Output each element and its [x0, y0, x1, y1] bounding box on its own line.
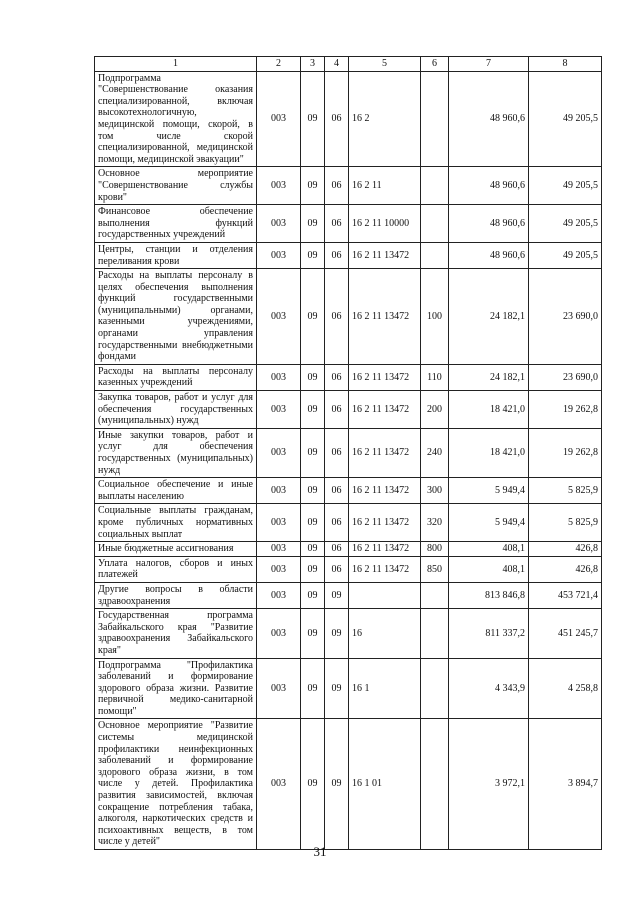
table-row [95, 205, 602, 243]
section-cell: 09 [301, 364, 325, 390]
expense-type-cell [421, 205, 449, 243]
admin-code-cell: 003 [257, 269, 301, 365]
admin-code-cell: 003 [257, 478, 301, 504]
section-cell: 09 [301, 658, 325, 719]
table-row [95, 167, 602, 205]
row-name-cell: Расходы на выплаты персоналу в целях обеспечения выполнения функций государственными (муниципальными) органами, казенными учреждениями, органами управления государственными внебюджетными фондами [95, 269, 257, 365]
amount-year1-cell: 3 972,1 [449, 719, 529, 850]
amount-year2-cell: 451 245,7 [529, 609, 602, 658]
target-article-cell [349, 582, 421, 608]
table-row [95, 269, 602, 365]
amount-year1-cell: 48 960,6 [449, 242, 529, 268]
header-cell: 4 [325, 57, 349, 72]
admin-code-cell: 003 [257, 556, 301, 582]
admin-code-cell: 003 [257, 582, 301, 608]
table-row [95, 556, 602, 582]
subsection-cell: 06 [325, 71, 349, 167]
section-cell: 09 [301, 242, 325, 268]
section-cell: 09 [301, 582, 325, 608]
subsection-cell: 06 [325, 364, 349, 390]
amount-year1-cell: 24 182,1 [449, 269, 529, 365]
target-article-cell: 16 2 11 [349, 167, 421, 205]
admin-code-cell: 003 [257, 504, 301, 542]
section-cell: 09 [301, 428, 325, 477]
amount-year2-cell: 5 825,9 [529, 504, 602, 542]
row-name-cell: Подпрограмма "Совершенствование оказания специализированной, включая высокотехнологичную, медицинской помощи, скорой, в том числе скорой специализированной, медицинской помощи, медицинской эвакуации" [95, 71, 257, 167]
target-article-cell: 16 2 11 13472 [349, 391, 421, 429]
section-cell: 09 [301, 269, 325, 365]
table-row [95, 428, 602, 477]
header-cell: 6 [421, 57, 449, 72]
admin-code-cell: 003 [257, 242, 301, 268]
header-row [95, 57, 602, 72]
section-cell: 09 [301, 71, 325, 167]
subsection-cell: 06 [325, 428, 349, 477]
section-cell: 09 [301, 542, 325, 557]
amount-year1-cell: 18 421,0 [449, 391, 529, 429]
table-row [95, 504, 602, 542]
admin-code-cell: 003 [257, 167, 301, 205]
table-row [95, 478, 602, 504]
expense-type-cell [421, 71, 449, 167]
budget-table [94, 56, 602, 850]
section-cell: 09 [301, 391, 325, 429]
amount-year2-cell: 23 690,0 [529, 269, 602, 365]
expense-type-cell: 800 [421, 542, 449, 557]
target-article-cell: 16 1 01 [349, 719, 421, 850]
target-article-cell: 16 1 [349, 658, 421, 719]
section-cell: 09 [301, 205, 325, 243]
amount-year2-cell: 49 205,5 [529, 242, 602, 268]
row-name-cell: Социальное обеспечение и иные выплаты населению [95, 478, 257, 504]
target-article-cell: 16 2 11 13472 [349, 269, 421, 365]
header-cell: 2 [257, 57, 301, 72]
amount-year1-cell: 408,1 [449, 556, 529, 582]
target-article-cell: 16 2 11 13472 [349, 428, 421, 477]
expense-type-cell: 200 [421, 391, 449, 429]
section-cell: 09 [301, 167, 325, 205]
amount-year2-cell: 49 205,5 [529, 71, 602, 167]
expense-type-cell [421, 242, 449, 268]
header-cell: 5 [349, 57, 421, 72]
admin-code-cell: 003 [257, 71, 301, 167]
expense-type-cell [421, 658, 449, 719]
admin-code-cell: 003 [257, 719, 301, 850]
amount-year1-cell: 24 182,1 [449, 364, 529, 390]
header-cell: 3 [301, 57, 325, 72]
section-cell: 09 [301, 504, 325, 542]
header-cell: 7 [449, 57, 529, 72]
row-name-cell: Иные бюджетные ассигнования [95, 542, 257, 557]
amount-year2-cell: 453 721,4 [529, 582, 602, 608]
subsection-cell: 09 [325, 719, 349, 850]
row-name-cell: Основное мероприятие "Развитие системы медицинской профилактики неинфекционных заболеваний и формирование здорового образа жизни, в том числе у детей. Профилактика развития зависимостей, включая сокращение потребления табака, алкоголя, наркотических средств и психоактивных веществ, в том числе у детей" [95, 719, 257, 850]
target-article-cell: 16 2 11 13472 [349, 364, 421, 390]
table-row [95, 391, 602, 429]
target-article-cell: 16 2 11 13472 [349, 478, 421, 504]
row-name-cell: Уплата налогов, сборов и иных платежей [95, 556, 257, 582]
table-row [95, 609, 602, 658]
amount-year1-cell: 4 343,9 [449, 658, 529, 719]
subsection-cell: 06 [325, 504, 349, 542]
subsection-cell: 06 [325, 167, 349, 205]
amount-year2-cell: 19 262,8 [529, 428, 602, 477]
admin-code-cell: 003 [257, 391, 301, 429]
row-name-cell: Закупка товаров, работ и услуг для обеспечения государственных (муниципальных) нужд [95, 391, 257, 429]
table-body [95, 71, 602, 849]
row-name-cell: Социальные выплаты гражданам, кроме публичных нормативных социальных выплат [95, 504, 257, 542]
amount-year2-cell: 23 690,0 [529, 364, 602, 390]
target-article-cell: 16 2 11 13472 [349, 504, 421, 542]
amount-year1-cell: 48 960,6 [449, 71, 529, 167]
amount-year1-cell: 811 337,2 [449, 609, 529, 658]
amount-year2-cell: 4 258,8 [529, 658, 602, 719]
amount-year1-cell: 48 960,6 [449, 167, 529, 205]
expense-type-cell [421, 719, 449, 850]
target-article-cell: 16 2 11 10000 [349, 205, 421, 243]
subsection-cell: 09 [325, 609, 349, 658]
expense-type-cell: 240 [421, 428, 449, 477]
section-cell: 09 [301, 719, 325, 850]
amount-year2-cell: 5 825,9 [529, 478, 602, 504]
table-row [95, 719, 602, 850]
target-article-cell: 16 2 11 13472 [349, 242, 421, 268]
expense-type-cell: 100 [421, 269, 449, 365]
expense-type-cell [421, 609, 449, 658]
subsection-cell: 06 [325, 478, 349, 504]
target-article-cell: 16 [349, 609, 421, 658]
target-article-cell: 16 2 [349, 71, 421, 167]
subsection-cell: 06 [325, 269, 349, 365]
admin-code-cell: 003 [257, 364, 301, 390]
table-row [95, 582, 602, 608]
admin-code-cell: 003 [257, 542, 301, 557]
expense-type-cell: 300 [421, 478, 449, 504]
row-name-cell: Иные закупки товаров, работ и услуг для обеспечения государственных (муниципальных) нужд [95, 428, 257, 477]
page-number: 31 [313, 844, 327, 859]
table-row [95, 242, 602, 268]
row-name-cell: Расходы на выплаты персоналу казенных учреждений [95, 364, 257, 390]
subsection-cell: 06 [325, 242, 349, 268]
table-row [95, 71, 602, 167]
expense-type-cell: 850 [421, 556, 449, 582]
amount-year1-cell: 5 949,4 [449, 504, 529, 542]
amount-year2-cell: 49 205,5 [529, 205, 602, 243]
subsection-cell: 09 [325, 658, 349, 719]
row-name-cell: Государственная программа Забайкальского края "Развитие здравоохранения Забайкальского края" [95, 609, 257, 658]
admin-code-cell: 003 [257, 428, 301, 477]
admin-code-cell: 003 [257, 205, 301, 243]
table-row [95, 364, 602, 390]
row-name-cell: Основное мероприятие "Совершенствование службы крови" [95, 167, 257, 205]
amount-year2-cell: 426,8 [529, 556, 602, 582]
row-name-cell: Подпрограмма "Профилактика заболеваний и формирование здорового образа жизни. Развитие первичной медико-санитарной помощи" [95, 658, 257, 719]
amount-year2-cell: 3 894,7 [529, 719, 602, 850]
subsection-cell: 06 [325, 542, 349, 557]
amount-year2-cell: 49 205,5 [529, 167, 602, 205]
subsection-cell: 06 [325, 556, 349, 582]
table-row [95, 658, 602, 719]
target-article-cell: 16 2 11 13472 [349, 542, 421, 557]
amount-year1-cell: 813 846,8 [449, 582, 529, 608]
amount-year1-cell: 5 949,4 [449, 478, 529, 504]
row-name-cell: Другие вопросы в области здравоохранения [95, 582, 257, 608]
header-cell: 8 [529, 57, 602, 72]
amount-year2-cell: 19 262,8 [529, 391, 602, 429]
amount-year2-cell: 426,8 [529, 542, 602, 557]
admin-code-cell: 003 [257, 609, 301, 658]
subsection-cell: 06 [325, 391, 349, 429]
admin-code-cell: 003 [257, 658, 301, 719]
table-row [95, 542, 602, 557]
target-article-cell: 16 2 11 13472 [349, 556, 421, 582]
section-cell: 09 [301, 609, 325, 658]
amount-year1-cell: 408,1 [449, 542, 529, 557]
subsection-cell: 06 [325, 205, 349, 243]
header-cell: 1 [95, 57, 257, 72]
row-name-cell: Центры, станции и отделения переливания крови [95, 242, 257, 268]
expense-type-cell [421, 167, 449, 205]
section-cell: 09 [301, 556, 325, 582]
amount-year1-cell: 18 421,0 [449, 428, 529, 477]
subsection-cell: 09 [325, 582, 349, 608]
expense-type-cell: 110 [421, 364, 449, 390]
amount-year1-cell: 48 960,6 [449, 205, 529, 243]
section-cell: 09 [301, 478, 325, 504]
row-name-cell: Финансовое обеспечение выполнения функций государственных учреждений [95, 205, 257, 243]
expense-type-cell [421, 582, 449, 608]
expense-type-cell: 320 [421, 504, 449, 542]
